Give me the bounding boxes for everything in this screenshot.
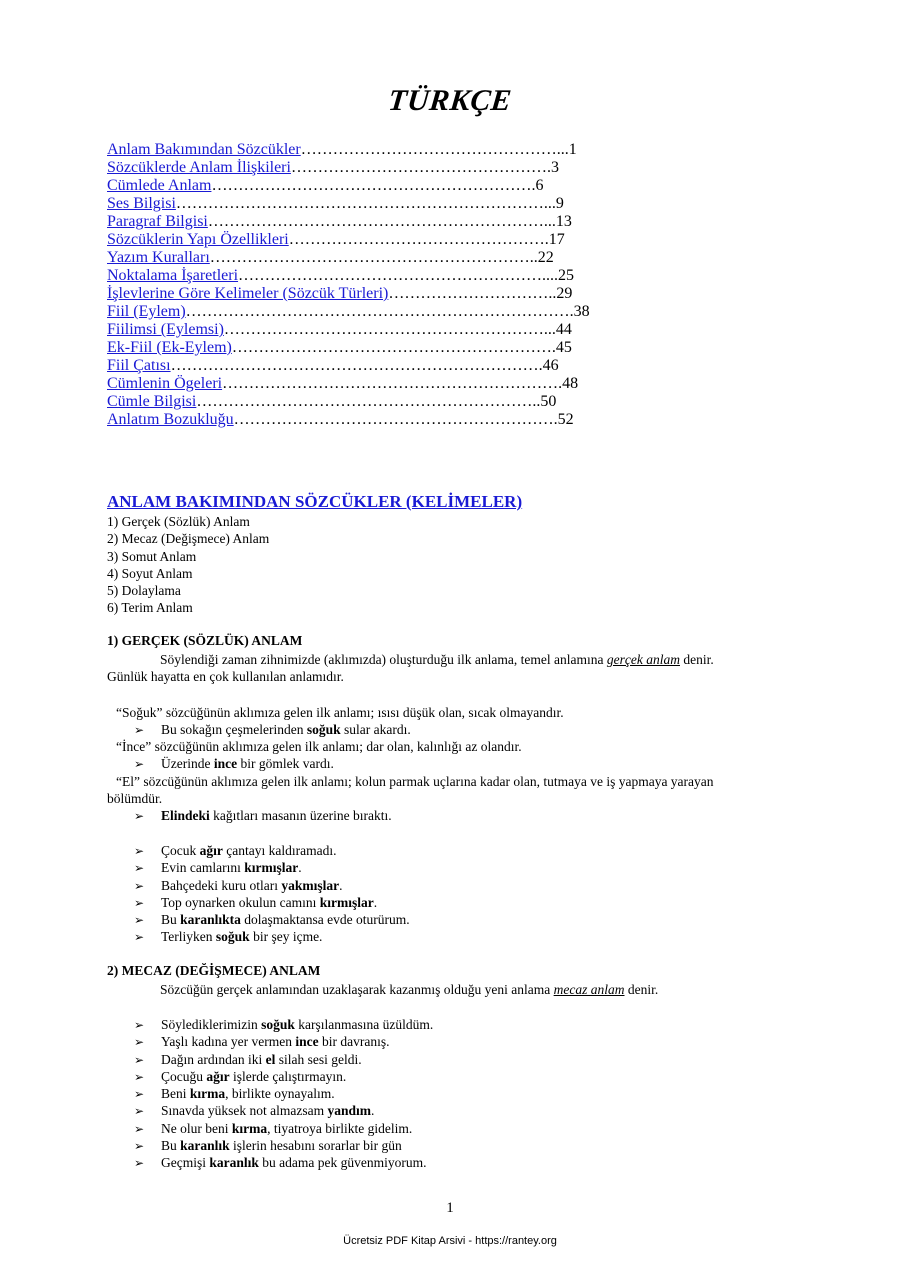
toc-page-number: 3 <box>550 159 559 176</box>
toc-entry <box>107 393 637 411</box>
example-text: Bu <box>161 912 181 928</box>
definition-text: Sözcüğün gerçek anlamından uzaklaşarak kazanmış olduğu yeni anlama <box>160 982 554 997</box>
example-text: silah sesi geldi. <box>275 1051 362 1067</box>
example-text: , birlikte oynayalım. <box>225 1086 335 1102</box>
example-item <box>134 1033 433 1050</box>
toc-page-number: 50 <box>540 393 557 410</box>
arrow-bullet-icon: ➢ <box>134 1035 145 1050</box>
toc-entry <box>107 375 637 393</box>
example-text: Söylediklerimizin <box>161 1017 262 1032</box>
example-item <box>134 928 410 945</box>
toc-link[interactable]: Anlam Bakımından Sözcükler <box>107 141 301 158</box>
table-of-contents <box>107 141 637 429</box>
example-text: Ne olur beni <box>161 1120 232 1136</box>
example-keyword: ağır <box>199 843 223 858</box>
arrow-bullet-icon: ➢ <box>134 1018 145 1032</box>
example-keyword: kırmışlar <box>244 860 299 876</box>
example-item <box>134 1120 433 1137</box>
mecaz-anlam-definition <box>160 981 658 998</box>
toc-link[interactable]: Ses Bilgisi <box>107 195 176 212</box>
example-keyword: kırmışlar <box>319 894 374 910</box>
toc-entry <box>107 213 637 231</box>
example-text: . <box>373 894 378 910</box>
toc-entry <box>107 177 637 195</box>
example-text: çantayı kaldıramadı. <box>222 843 337 858</box>
toc-leader: ………………………………………………………... <box>207 213 556 230</box>
definition-term: gerçek anlam <box>606 652 680 667</box>
example-keyword: Elindeki <box>161 808 210 823</box>
meaning-type-item: 1) Gerçek (Sözlük) Anlam <box>107 514 250 529</box>
toc-leader: ………………………….. <box>388 285 557 302</box>
arrow-bullet-icon: ➢ <box>134 861 145 876</box>
example-item <box>134 807 392 824</box>
example-text: bir gömlek vardı. <box>237 756 334 771</box>
toc-entry <box>107 285 637 303</box>
ince-description: “İnce” sözcüğünün aklımıza gelen ilk anlamı; dar olan, kalınlığı az olandır. <box>116 739 522 754</box>
example-item <box>134 1085 433 1102</box>
example-keyword: ağır <box>206 1068 230 1084</box>
toc-link[interactable]: Cümlenin Ögeleri <box>107 375 223 392</box>
example-text: . <box>370 1103 375 1119</box>
definition-text: denir. <box>624 982 659 997</box>
example-text: Terliyken <box>161 929 216 945</box>
example-text: dolaşmaktansa evde oturürum. <box>240 912 410 928</box>
example-item <box>134 877 410 894</box>
example-text: Top oynarken okulun camını <box>161 894 320 910</box>
definition-term: mecaz anlam <box>553 982 625 997</box>
toc-leader: …………………………………………... <box>300 141 569 158</box>
toc-link[interactable]: Anlatım Bozukluğu <box>107 411 234 428</box>
toc-page-number: 45 <box>555 339 572 356</box>
toc-entry <box>107 303 637 321</box>
example-text: , tiyatroya birlikte gidelim. <box>267 1120 413 1136</box>
definition-text: Söylendiği zaman zihnimizde (aklımızda) oluşturduğu ilk anlama, temel anlamına <box>160 652 607 667</box>
example-item <box>134 1102 433 1119</box>
toc-page-number: 25 <box>558 267 575 284</box>
example-keyword: karanlık <box>209 1155 259 1171</box>
example-text: bir şey içme. <box>249 929 323 945</box>
example-text: işlerin hesabını sorarlar bir gün <box>229 1138 402 1154</box>
gercek-examples-list <box>134 842 410 946</box>
el-description: “El” sözcüğünün aklımıza gelen ilk anlamı; kolun parmak uçlarına kadar olan, tutmaya ve iş yapmaya yarayan <box>116 774 714 789</box>
example-keyword: yakmışlar <box>281 877 340 893</box>
arrow-bullet-icon: ➢ <box>134 723 145 737</box>
arrow-bullet-icon: ➢ <box>134 809 145 823</box>
example-text: . <box>298 860 302 876</box>
mecaz-examples-list <box>134 1016 433 1172</box>
toc-leader: ……………………………………………………. <box>233 411 558 428</box>
example-keyword: karanlıkta <box>180 912 241 928</box>
arrow-bullet-icon: ➢ <box>134 757 145 771</box>
toc-page-number: 9 <box>555 195 564 212</box>
arrow-bullet-icon: ➢ <box>134 878 145 893</box>
example-item <box>134 894 410 911</box>
toc-leader: ……………………………………………………. <box>211 177 536 194</box>
arrow-bullet-icon: ➢ <box>134 844 145 858</box>
example-text: . <box>339 877 343 893</box>
example-keyword: yandım <box>327 1103 371 1119</box>
el-description-line2: bölümdür. <box>107 791 163 806</box>
toc-page-number: 22 <box>537 249 554 266</box>
soguk-example <box>134 721 411 738</box>
toc-page-number: 13 <box>555 213 572 230</box>
toc-page-number: 38 <box>573 303 590 320</box>
gercek-anlam-definition-line2: Günlük hayatta en çok kullanılan anlamıdır. <box>107 669 344 684</box>
example-text: Üzerinde <box>161 756 214 771</box>
toc-entry <box>107 339 637 357</box>
meaning-type-item: 6) Terim Anlam <box>107 600 193 616</box>
toc-leader: ………………………………………………….... <box>238 267 559 284</box>
example-item <box>134 721 411 738</box>
arrow-bullet-icon: ➢ <box>134 1104 145 1119</box>
toc-entry <box>107 267 637 285</box>
example-text: Evin camlarını <box>161 860 245 876</box>
document-title: TÜRKÇE <box>386 84 514 117</box>
example-text: bir davranış. <box>318 1034 390 1050</box>
example-text: Bu sokağın çeşmelerinden <box>161 722 307 737</box>
toc-page-number: 17 <box>548 231 565 248</box>
example-text: Sınavda yüksek not almazsam <box>161 1103 328 1119</box>
toc-link[interactable]: Sözcüklerin Yapı Özellikleri <box>107 231 289 248</box>
example-keyword: el <box>265 1051 276 1067</box>
toc-link[interactable]: Cümlede Anlam <box>107 177 212 194</box>
meaning-type-item: 3) Somut Anlam <box>107 548 197 564</box>
toc-page-number: 46 <box>542 357 559 374</box>
example-text: işlerde çalıştırmayın. <box>229 1068 347 1084</box>
example-text: bu adama pek güvenmiyorum. <box>258 1155 427 1171</box>
example-item <box>134 1154 433 1171</box>
toc-page-number: 1 <box>568 141 577 158</box>
toc-page-number: 6 <box>535 177 544 194</box>
toc-leader: …………………………………………………….. <box>209 249 538 266</box>
arrow-bullet-icon: ➢ <box>134 895 145 910</box>
toc-leader: ……………………………………………………. <box>231 339 556 356</box>
example-keyword: soğuk <box>215 929 250 945</box>
footer-text: Ücretsiz PDF Kitap Arsivi - https://rantey.org <box>343 1235 557 1247</box>
mecaz-anlam-heading: 2) MECAZ (DEĞİŞMECE) ANLAM <box>107 963 321 978</box>
toc-entry <box>107 249 637 267</box>
example-text: Çocuğu <box>161 1068 207 1084</box>
arrow-bullet-icon: ➢ <box>134 1139 145 1154</box>
toc-leader: ……………………………………………………………. <box>170 357 543 374</box>
example-item <box>134 1016 433 1033</box>
page-number: 1 <box>446 1200 454 1216</box>
example-keyword: kırma <box>231 1120 268 1136</box>
example-text: Bahçedeki kuru otları <box>161 877 282 893</box>
arrow-bullet-icon: ➢ <box>134 1052 145 1067</box>
ince-example <box>134 755 334 772</box>
toc-leader: ……………………………………………………………... <box>175 195 556 212</box>
example-text: sular akardı. <box>340 722 411 737</box>
toc-link[interactable]: İşlevlerine Göre Kelimeler (Sözcük Türleri) <box>107 285 389 302</box>
arrow-bullet-icon: ➢ <box>134 1069 145 1084</box>
soguk-description: “Soğuk” sözcüğünün aklımıza gelen ilk anlamı; ısısı düşük olan, sıcak olmayandır. <box>116 705 564 720</box>
toc-page-number: 44 <box>555 321 572 338</box>
meaning-type-item: 4) Soyut Anlam <box>107 565 193 581</box>
toc-link[interactable]: Fiil Çatısı <box>107 357 171 374</box>
example-text: Beni <box>161 1086 190 1102</box>
example-text: Dağın ardından iki <box>161 1051 266 1067</box>
example-text: Geçmişi <box>161 1155 210 1171</box>
toc-link[interactable]: Fiil (Eylem) <box>107 303 186 320</box>
example-item <box>134 1051 433 1068</box>
example-text: karşılanmasına üzüldüm. <box>294 1017 434 1032</box>
gercek-anlam-definition <box>160 651 714 668</box>
toc-link[interactable]: Noktalama İşaretleri <box>107 267 239 284</box>
example-text: Çocuk <box>161 843 200 858</box>
arrow-bullet-icon: ➢ <box>134 1156 145 1171</box>
el-example <box>134 807 392 824</box>
toc-page-number: 52 <box>557 411 574 428</box>
example-item <box>134 911 410 928</box>
toc-link[interactable]: Fiilimsi (Eylemsi) <box>107 321 224 338</box>
meaning-type-item: 5) Dolaylama <box>107 583 181 599</box>
toc-link[interactable]: Yazım Kuralları <box>107 249 210 266</box>
example-keyword: karanlık <box>180 1138 230 1154</box>
example-item <box>134 842 410 859</box>
toc-leader: ………………………………………………………. <box>222 375 563 392</box>
toc-leader: ……………………………………………………….. <box>196 393 541 410</box>
toc-leader: ……………………………………………………... <box>223 321 556 338</box>
example-item <box>134 1137 433 1154</box>
toc-link[interactable]: Sözcüklerde Anlam İlişkileri <box>107 159 291 176</box>
toc-link[interactable]: Paragraf Bilgisi <box>107 213 208 230</box>
toc-leader: …………………………………………. <box>290 159 551 176</box>
arrow-bullet-icon: ➢ <box>134 930 145 945</box>
example-text: Yaşlı kadına yer vermen <box>161 1034 296 1050</box>
example-keyword: soğuk <box>306 722 341 737</box>
toc-link[interactable]: Ek-Fiil (Ek-Eylem) <box>107 339 232 356</box>
arrow-bullet-icon: ➢ <box>134 913 145 928</box>
section-heading[interactable]: ANLAM BAKIMINDAN SÖZCÜKLER (KELİMELER) <box>107 492 523 511</box>
toc-entry <box>107 321 637 339</box>
toc-entry <box>107 195 637 213</box>
toc-link[interactable]: Cümle Bilgisi <box>107 393 197 410</box>
arrow-bullet-icon: ➢ <box>134 1087 145 1102</box>
example-keyword: soğuk <box>261 1017 295 1032</box>
toc-leader: ………………………………………………………………. <box>185 303 574 320</box>
toc-entry <box>107 159 637 177</box>
example-keyword: kırma <box>189 1086 226 1102</box>
example-keyword: ince <box>213 756 238 771</box>
toc-entry <box>107 231 637 249</box>
example-item <box>134 859 410 876</box>
gercek-anlam-heading: 1) GERÇEK (SÖZLÜK) ANLAM <box>107 633 303 648</box>
toc-entry <box>107 357 637 375</box>
toc-entry <box>107 411 637 429</box>
toc-leader: …………………………………………. <box>288 231 549 248</box>
meaning-types-list <box>107 513 269 617</box>
example-text: Bu <box>161 1138 181 1154</box>
example-text: kağıtları masanın üzerine bıraktı. <box>209 808 392 823</box>
example-item <box>134 1068 433 1085</box>
arrow-bullet-icon: ➢ <box>134 1121 145 1136</box>
toc-page-number: 29 <box>556 285 573 302</box>
toc-page-number: 48 <box>562 375 579 392</box>
definition-text: denir. <box>679 652 714 667</box>
example-item <box>134 755 334 772</box>
toc-entry <box>107 141 637 159</box>
example-keyword: ince <box>295 1034 319 1050</box>
meaning-type-item: 2) Mecaz (Değişmece) Anlam <box>107 531 270 547</box>
